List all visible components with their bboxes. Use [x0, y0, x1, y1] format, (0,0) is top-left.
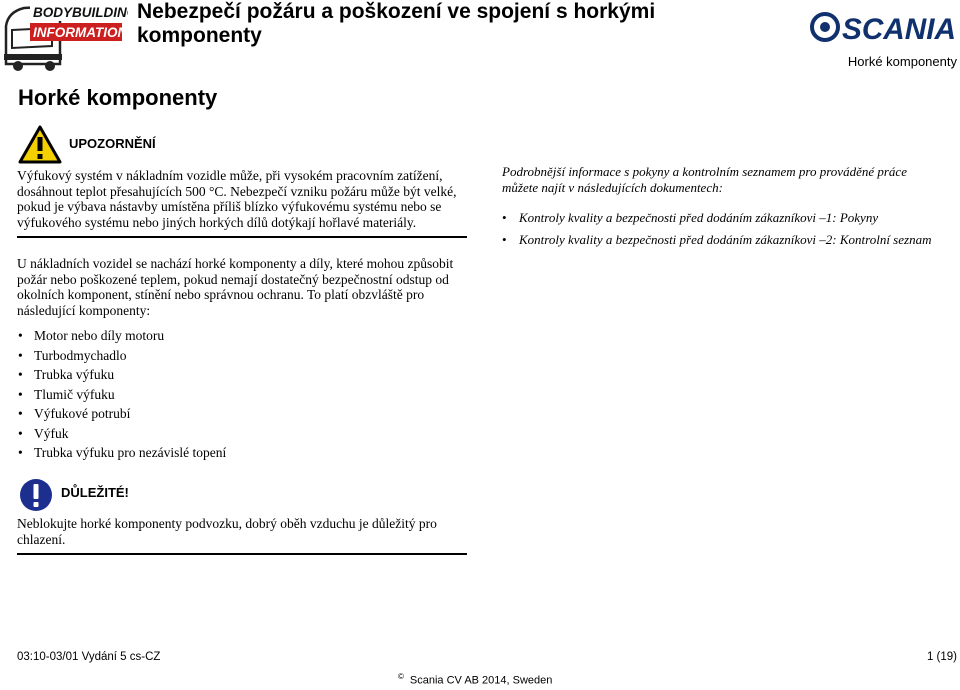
copyright-text: Scania CV AB 2014, Sweden: [409, 674, 553, 687]
logo-text-line-1: BODYBUILDING: [33, 5, 128, 20]
list-item: • Trubka výfuku: [17, 365, 467, 385]
reference-document-list: [500, 207, 955, 250]
list-item: • Trubka výfuku pro nezávislé topení: [17, 443, 467, 463]
bodybuilding-information-logo: [0, 0, 128, 72]
list-item: • Motor nebo díly motoru: [17, 326, 467, 346]
document-id: 03:10-03/01 Vydání 5 cs-CZ: [17, 651, 161, 663]
important-title: DŮLEŽITÉ!: [61, 485, 129, 500]
important-text: Neblokujte horké komponenty podvozku, dobrý oběh vzduchu je důležitý pro chlazení.: [17, 516, 437, 547]
page-number: 1 (19): [926, 651, 957, 663]
scania-logo: [808, 10, 958, 44]
warning-title: UPOZORNĚNÍ: [69, 136, 156, 151]
document-link[interactable]: • Kontroly kvality a bezpečnosti před dodáním zákazníkovi –1: Pokyny: [500, 207, 955, 229]
divider: [17, 553, 467, 555]
list-item: • Výfukové potrubí: [17, 404, 467, 424]
divider: [17, 236, 467, 238]
list-item: • Výfuk: [17, 424, 467, 444]
warning-triangle-icon: [18, 125, 62, 165]
brand-name: SCANIA: [842, 13, 956, 44]
logo-text-line-2: INFORMATION: [33, 25, 128, 40]
copyright-symbol: ©: [398, 672, 404, 681]
document-link[interactable]: • Kontroly kvality a bezpečnosti před dodáním zákazníkovi –2: Kontrolní seznam: [500, 229, 955, 251]
exclamation-circle-icon: [19, 478, 53, 512]
list-item: • Turbodmychadlo: [17, 346, 467, 366]
list-item: • Tlumič výfuku: [17, 385, 467, 405]
truck-logo-icon: [0, 0, 128, 72]
copyright: [398, 672, 552, 687]
warning-text: Výfukový systém v nákladním vozidle může, při vysokém pracovním zatížení, dosáhnout teplot přesahujících 500 °C. Nebezpečí vzniku požáru může být velké, pokud je výbava nástavby umístěna příliš blízko výfukovému systému nebo se výfukového systému nebo jiných horkých dílů dotýkají hořlavé materiály.: [17, 168, 457, 230]
header-section-label: Horké komponenty: [847, 54, 957, 69]
intro-paragraph: U nákladních vozidel se nachází horké komponenty a díly, které mohou způsobit požár nebo poškozené teplem, pokud nemají dostatečný bezpečnostní odstup od okolních komponent, stínění nebo správnou ochranu. To platí obzvláště pro následující komponenty:: [17, 256, 454, 318]
component-list: [17, 326, 467, 463]
section-heading: Horké komponenty: [18, 85, 218, 110]
reference-info: Podrobnější informace s pokyny a kontrolním seznamem pro prováděné práce můžete najít v následujících dokumentech:: [502, 164, 907, 195]
document-title: Nebezpečí požáru a poškození ve spojení s horkými komponenty: [137, 0, 656, 47]
